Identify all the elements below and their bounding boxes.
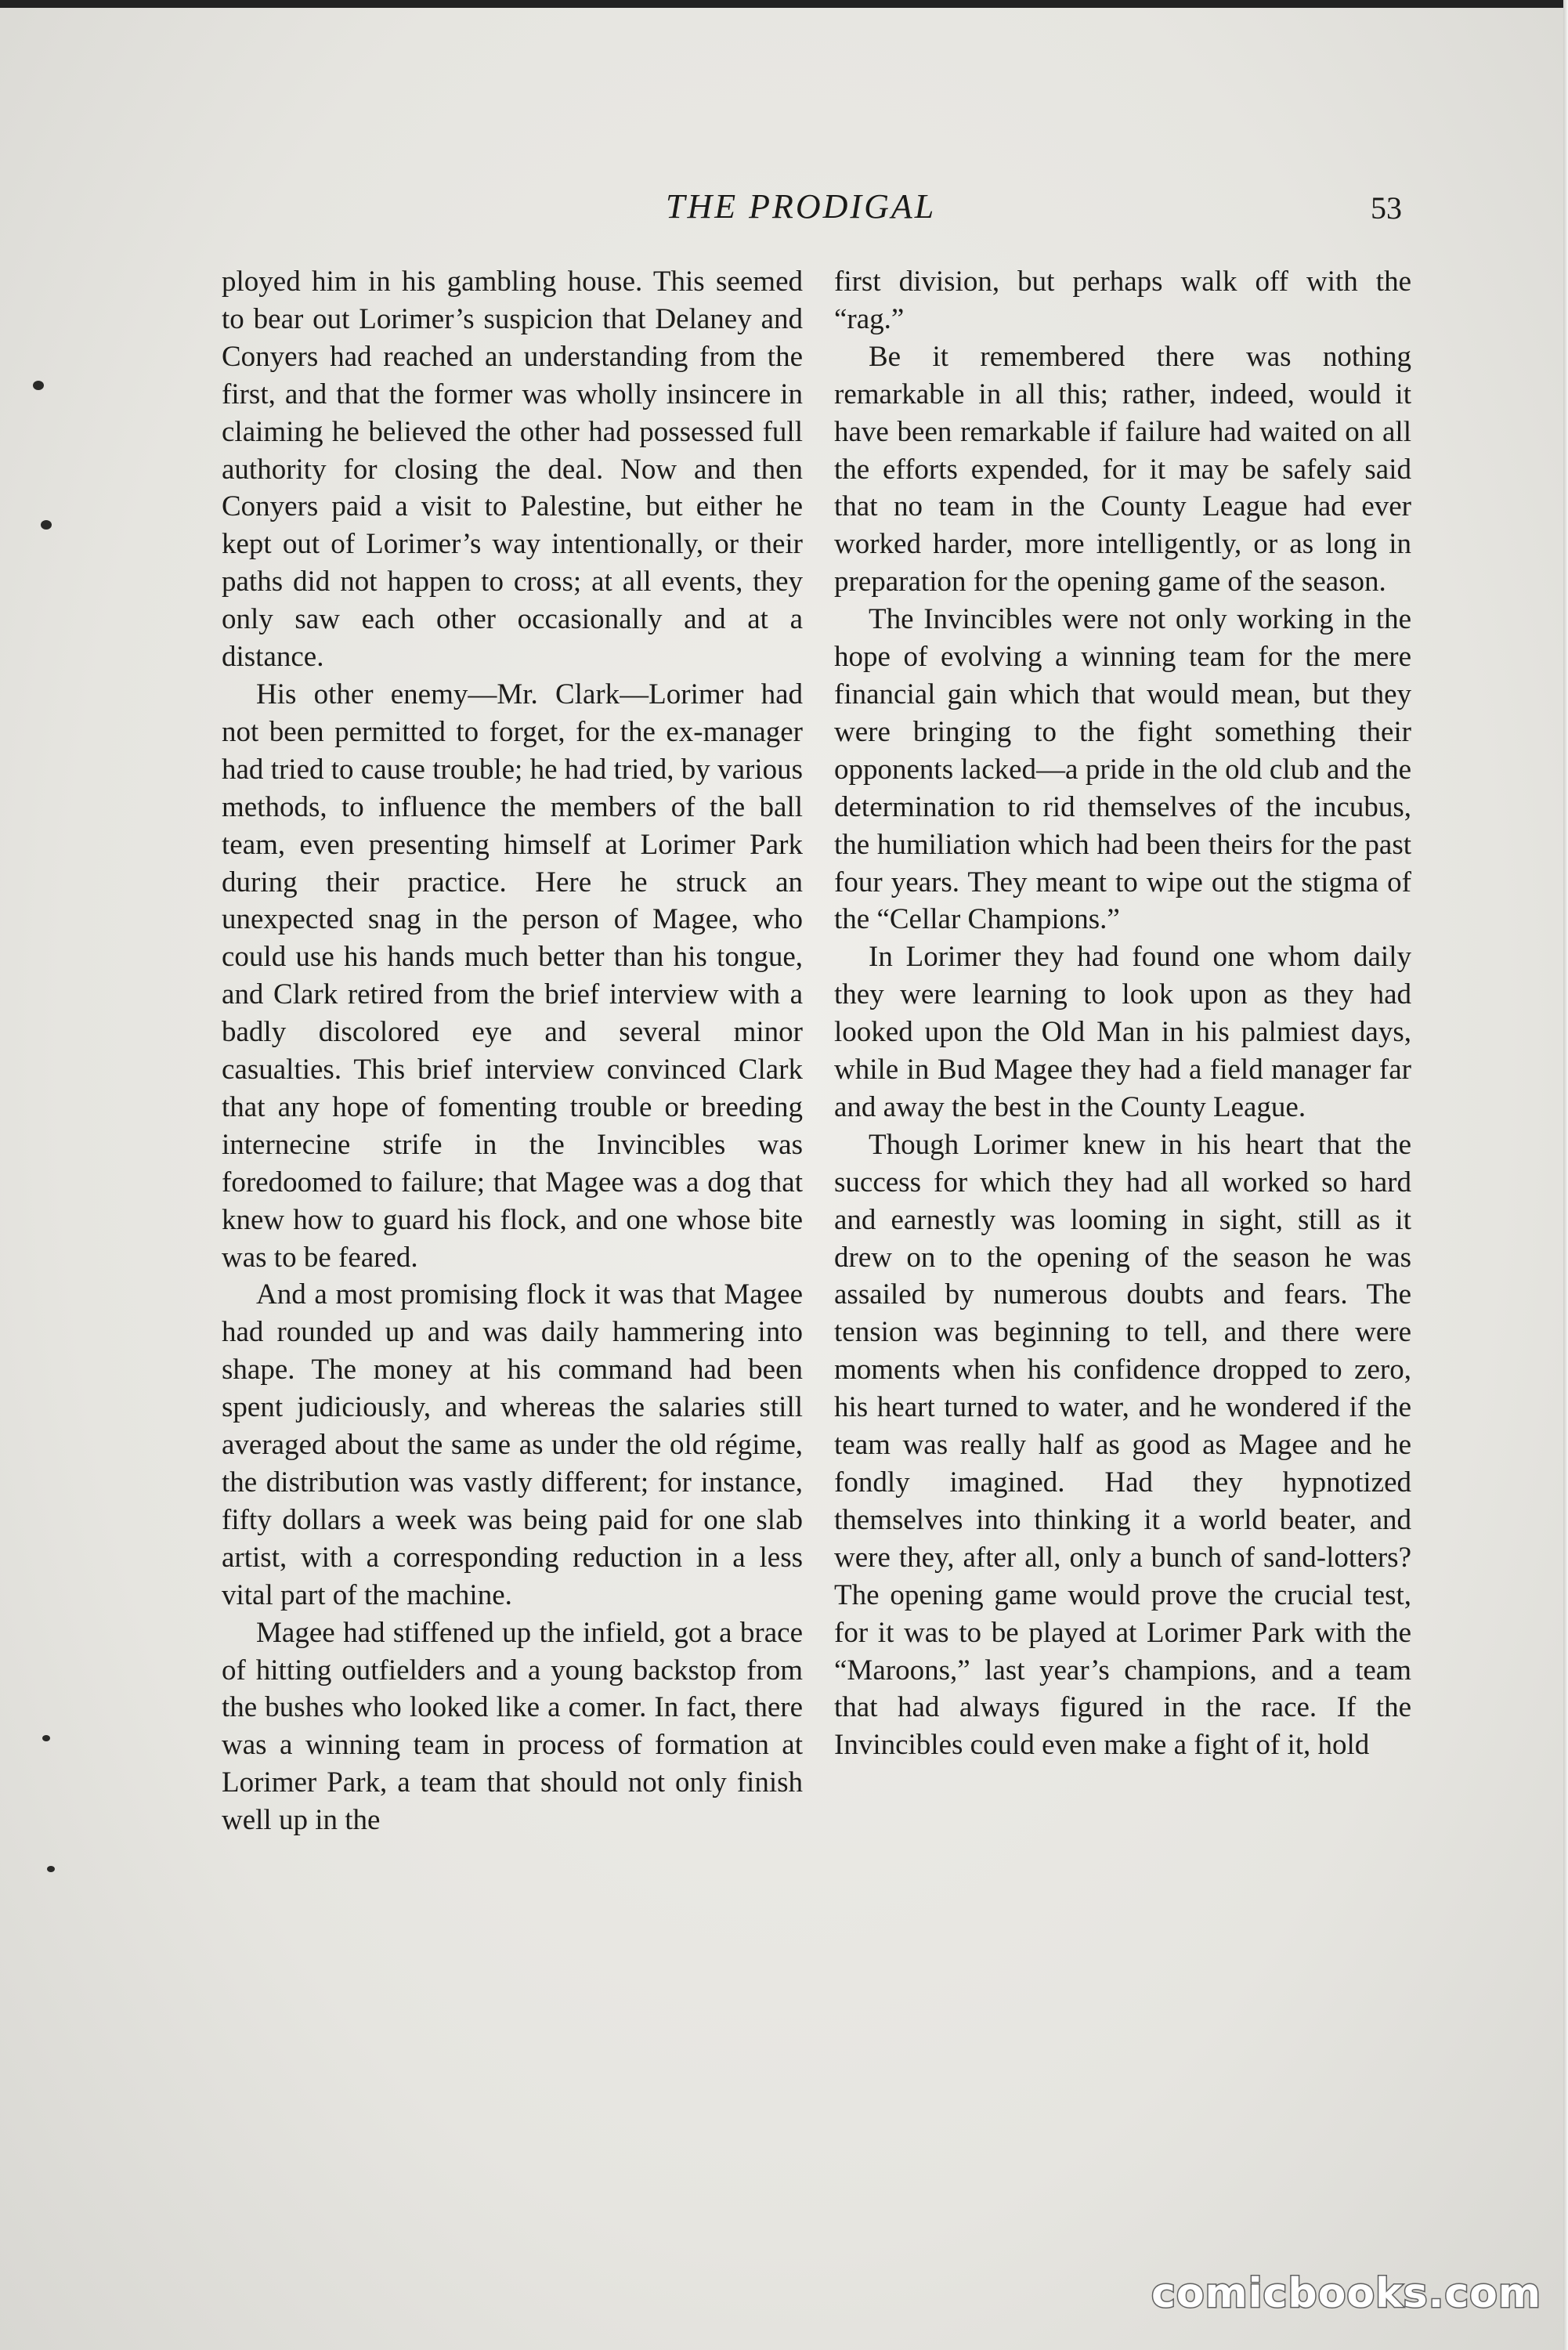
paragraph: In Lorimer they had found one whom daily they were learning to look upon as they had looked upon the Old Man in his palmiest days, while in Bud Magee they had a field manager far and away the best in the County League. bbox=[834, 941, 1411, 1123]
paragraph: His other enemy—Mr. Clark—Lorimer had not been permitted to forget, for the ex-manager had tried to cause trouble; he had tried, by various methods, to influence the members of the ball team, even presenting himself at Lorimer Park during their practice. Here he struck an unexpected snag in the person of Magee, who could use his hands much better than his tongue, and Clark retired from the brief interview with a badly discolored eye and several minor casualties. This brief interview convinced Clark that any hope of fomenting trouble or breeding internecine strife in the Invincibles was foredoomed to failure; that Magee was a dog that knew how to guard his flock, and one whose bite was to be feared. bbox=[222, 678, 803, 1274]
page-right-edge bbox=[1563, 0, 1568, 2350]
page-number: 53 bbox=[1371, 190, 1402, 226]
paragraph: Magee had stiffened up the infield, got a brace of hitting outfielders and a young backstop from the bushes who looked like a comer. In fact, there was a winning team in process of formation at Lorimer Park, a team that should not only finish well up in the bbox=[222, 1616, 803, 1837]
paragraph: The Invincibles were not only working in the hope of evolving a winning team for the mere financial gain which that would mean, but they were bringing to the fight something their opponents lacked—a pride in the old club and the determination to rid themselves of the incubus, the humiliation which had been theirs for the past four years. They meant to wipe out the stigma of the “Cellar Champions.” bbox=[834, 603, 1411, 936]
paragraph: first division, but perhaps walk off with the “rag.” bbox=[834, 266, 1411, 335]
watermark: comicbooks.com bbox=[1151, 2270, 1542, 2317]
punch-hole-mark bbox=[42, 1735, 50, 1741]
paragraph: ployed him in his gambling house. This seemed to bear out Lorimer’s suspicion that Delaney and Conyers had reached an understanding from the first, and that the former was wholly insincere in claiming he believed the other had possessed full authority for closing the deal. Now and then Conyers paid a visit to Palestine, but either he kept out of Lorimer’s way intentionally, or their paths did not happen to cross; at all events, they only saw each other occasionally and at a distance. bbox=[222, 266, 803, 674]
paragraph: Though Lorimer knew in his heart that the success for which they had all worked so hard and earnestly was looming in sight, still as it drew on to the opening of the season he was assailed by numerous doubts and fears. The tension was beginning to tell, and there were moments when his confidence dropped to zero, his heart turned to water, and he wondered if the team was really half as good as Magee and he fondly imagined. Had they hypnotized themselves into thinking it a world beater, and were they, after all, only a bunch of sand-lotters? The opening game would prove the crucial test, for it was to be played at Lorimer Park with the “Maroons,” last year’s champions, and a team that had always figured in the race. If the Invincibles could even make a fight of it, hold bbox=[834, 1128, 1411, 1762]
running-title: THE PRODIGAL bbox=[666, 187, 937, 226]
punch-hole-mark bbox=[47, 1866, 55, 1872]
punch-hole-mark bbox=[33, 381, 44, 390]
paragraph: And a most promising flock it was that Magee had rounded up and was daily hammering into shape. The money at his command had been spent judiciously, and whereas the salaries still averaged about the same as under the old régime, the distribution was vastly different; for instance, fifty dollars a week was being paid for one slab artist, with a corresponding reduction in a less vital part of the machine. bbox=[222, 1278, 803, 1611]
page-header bbox=[0, 186, 1568, 233]
right-text-column bbox=[834, 263, 1411, 1764]
left-text-column bbox=[222, 263, 803, 1839]
page-top-edge bbox=[0, 0, 1568, 8]
paragraph: Be it remembered there was nothing remarkable in all this; rather, indeed, would it have been remarkable if failure had waited on all the efforts expended, for it may be safely said that no team in the County League had ever worked harder, more intelligently, or as long in preparation for the opening game of the season. bbox=[834, 340, 1411, 598]
punch-hole-mark bbox=[41, 520, 52, 530]
